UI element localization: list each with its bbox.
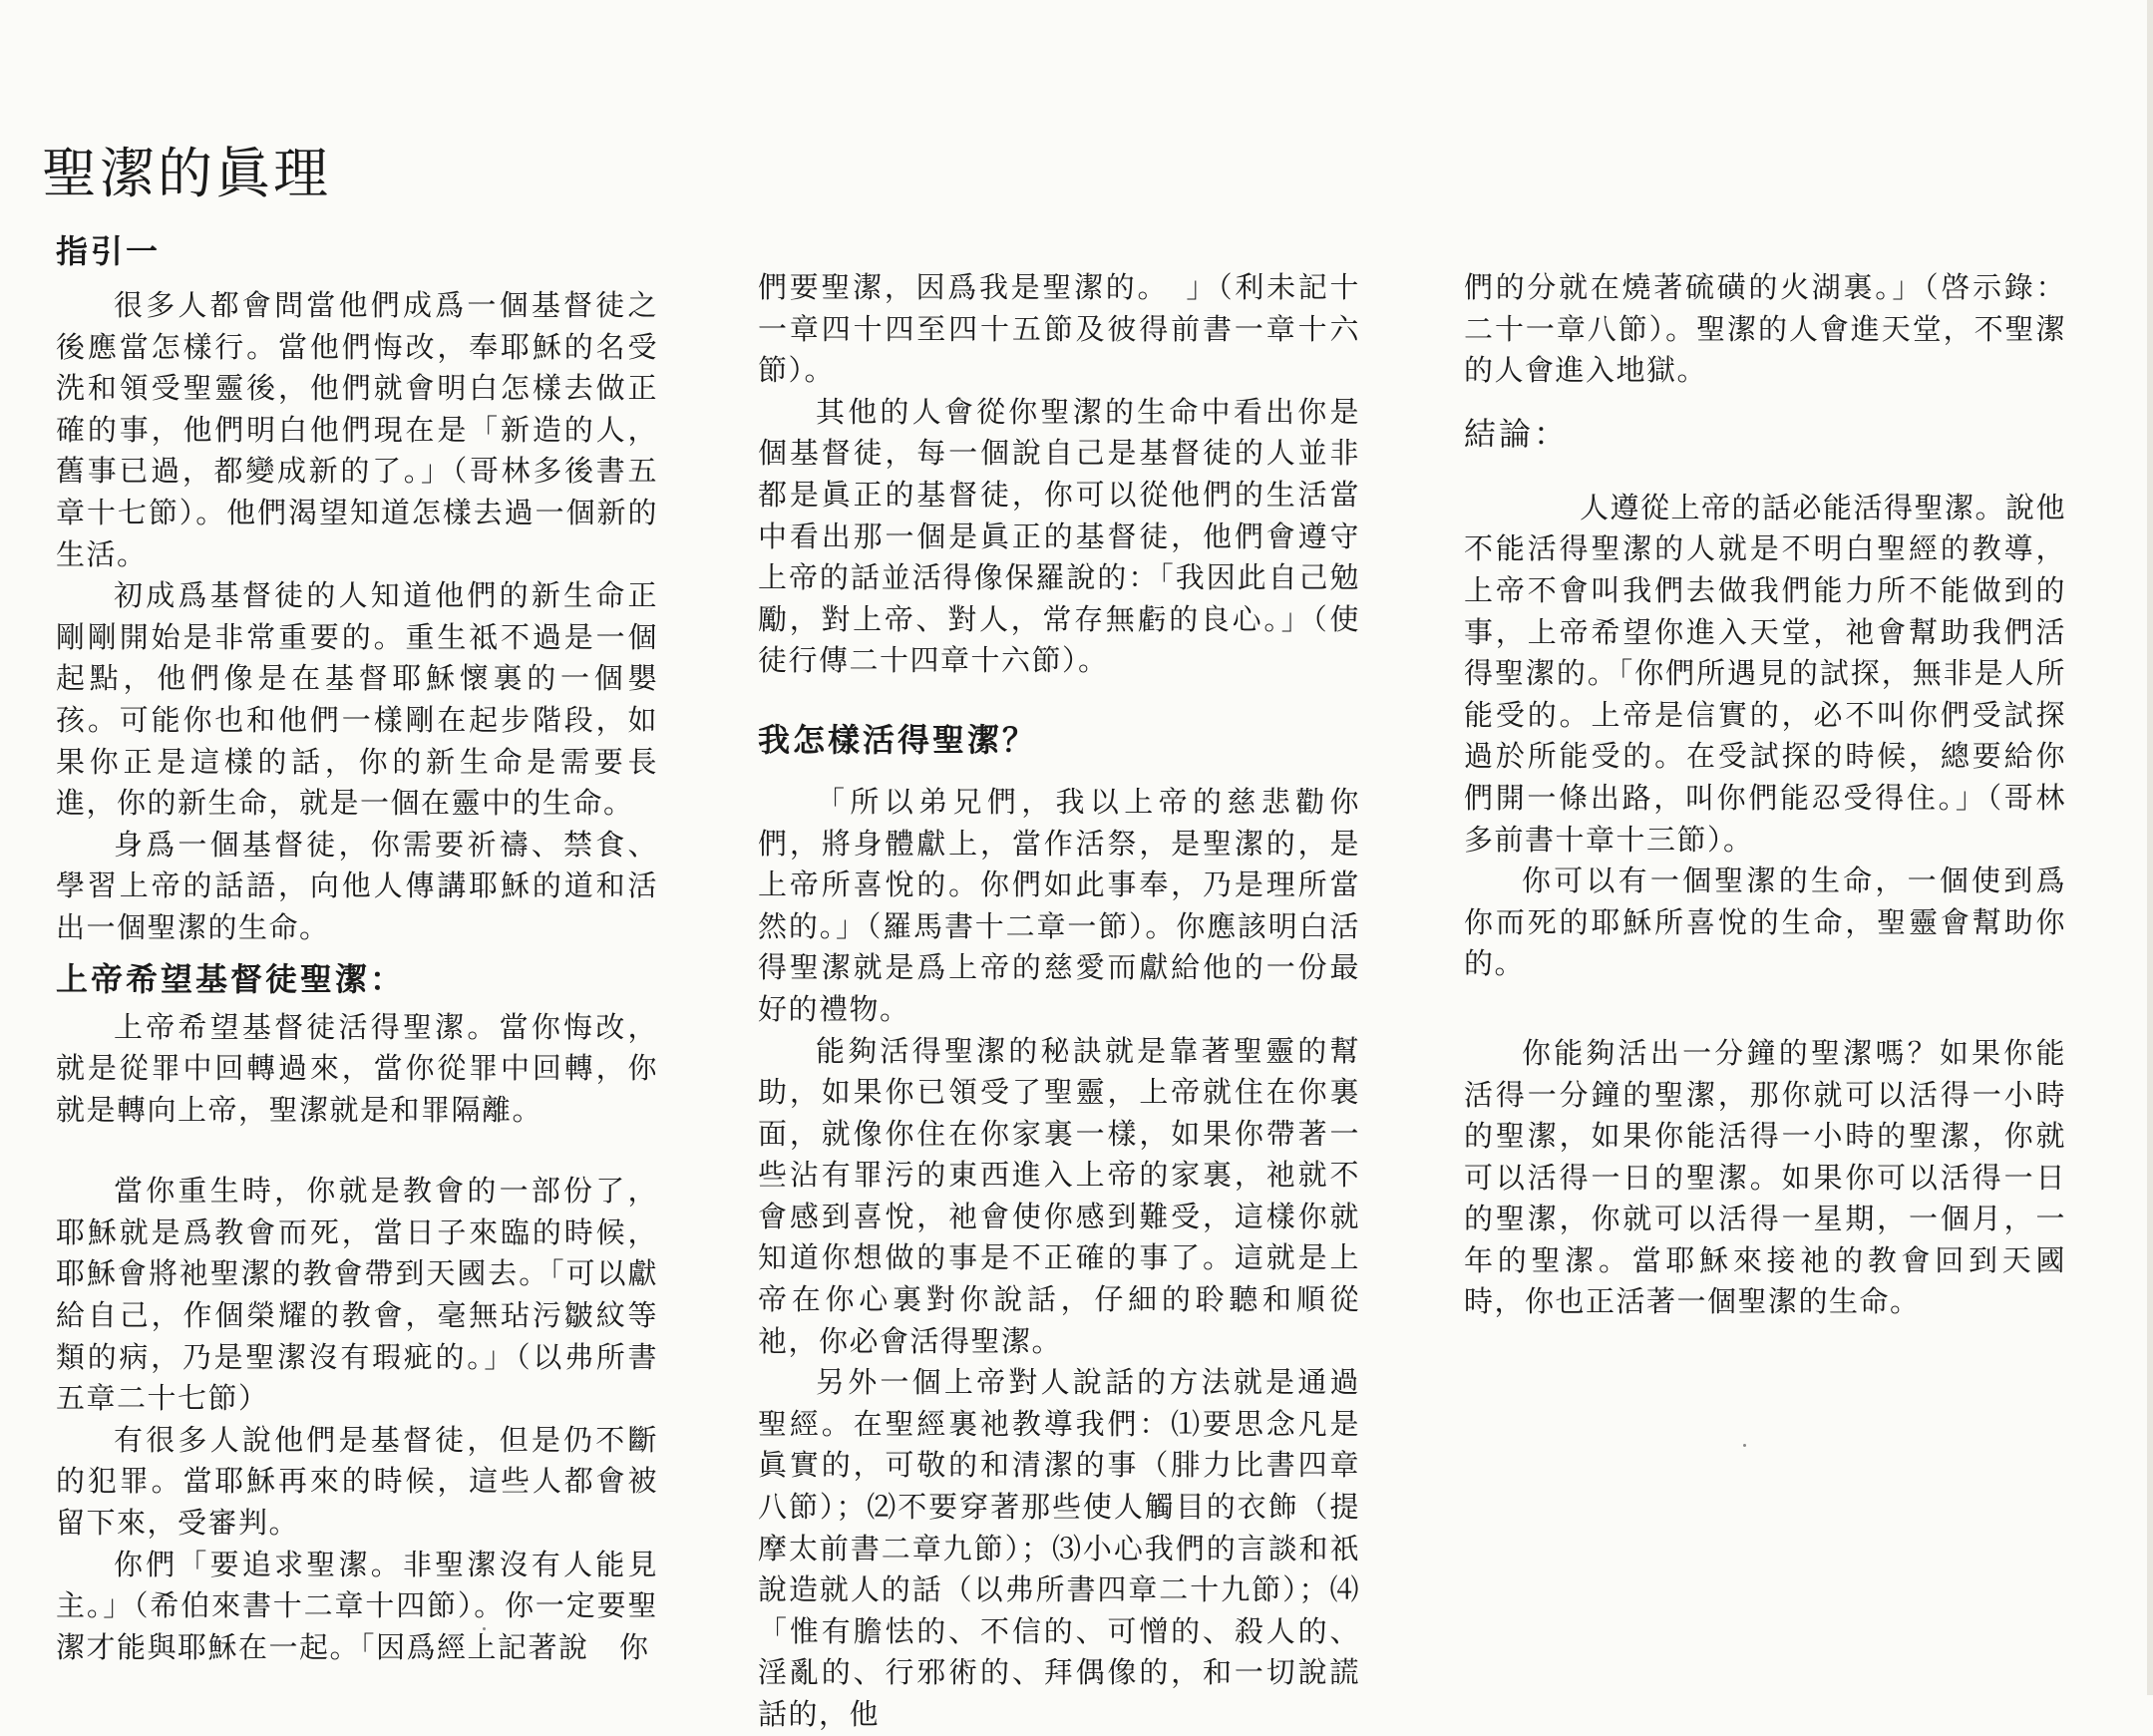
paragraph-continued: 們要聖潔，因爲我是聖潔的。 」（利未記十一章四十四至四十五節及彼得前書一章十六節）。 [758, 270, 1360, 388]
paragraph: 「所以弟兄們，我以上帝的慈悲勸你們，將身體獻上，當作活祭，是聖潔的，是上帝所喜悅的。你們如此事奉，乃是理所當然的。」（羅馬書十二章一節）。你應該明白活得聖潔就是爲上帝的慈愛而獻給他的一份最好的禮物。 [758, 784, 1360, 1026]
paragraph: 能夠活得聖潔的秘訣就是靠著聖靈的幫助，如果你已領受了聖靈，上帝就住在你裏面，就像你住在你家裏一樣，如果你帶著一些沾有罪污的東西進入上帝的家裏，祂就不會感到喜悅，祂會使你感到難受，這樣你就知道你想做的事是不正確的事了。這就是上帝在你心裏對你說話，仔細的聆聽和順從祂，你必會活得聖潔。 [758, 1033, 1360, 1358]
section-heading-how-to-live-holy: 我怎樣活得聖潔？ [758, 720, 1038, 759]
paragraph: 你們「要追求聖潔。非聖潔沒有人能見主。」（希伯來書十二章十四節）。你一定要聖潔才能與耶穌在一起。「因爲經上記著說 你 [56, 1547, 658, 1664]
page-edge [2147, 0, 2153, 1695]
paper-speck [1743, 1444, 1746, 1447]
section-heading-conclusion: 結論： [1464, 414, 1570, 453]
column-1 [56, 227, 658, 1668]
column-3 [1464, 267, 2066, 1323]
paragraph: 你能夠活出一分鐘的聖潔嗎？如果你能活得一分鐘的聖潔，那你就可以活得一小時的聖潔，如果你能活得一小時的聖潔，你就可以活得一日的聖潔。如果你可以活得一日的聖潔，你就可以活得一星期，一個月，一年的聖潔。當耶穌來接祂的教會回到天國時，你也正活著一個聖潔的生命。 [1464, 1035, 2066, 1319]
paragraph: 其他的人會從你聖潔的生命中看出你是個基督徒，每一個說自己是基督徒的人並非都是眞正的基督徒，你可以從他們的生活當中看出那一個是眞正的基督徒，他們會遵守上帝的話並活得像保羅說的：「我因此自己勉勵，對上帝、對人，常存無虧的良心。」（使徒行傳二十四章十六節）。 [758, 394, 1360, 678]
paragraph: 你可以有一個聖潔的生命，一個使到爲你而死的耶穌所喜悅的生命，聖靈會幫助你的。 [1464, 864, 2066, 981]
paragraph: 人遵從上帝的話必能活得聖潔。說他不能活得聖潔的人就是不明白聖經的教導，上帝不會叫我們去做我們能力所不能做到的事，上帝希望你進入天堂，祂會幫助我們活得聖潔的。「你們所遇見的試探，無非是人所能受的。上帝是信實的，必不叫你們受試探過於所能受的。在受試探的時候，總要給你們開一條出路，叫你們能忍受得住。」（哥林多前書十章十三節）。 [1464, 490, 2067, 857]
paragraph: 有很多人說他們是基督徒，但是仍不斷的犯罪。當耶穌再來的時候，這些人都會被留下來，受審判。 [56, 1422, 658, 1541]
section-heading-god-wants-holiness: 上帝希望基督徒聖潔： [56, 959, 406, 998]
paragraph-continued: 們的分就在燒著硫磺的火湖裏。」（啓示錄：二十一章八節）。聖潔的人會進天堂，不聖潔的人會進入地獄。 [1464, 270, 2066, 388]
paragraph: 當你重生時，你就是教會的一部份了，耶穌就是爲教會而死，當日子來臨的時候，耶穌會將祂聖潔的教會帶到天國去。「可以獻給自己，作個榮耀的教會，毫無玷污皺紋等類的病，乃是聖潔沒有瑕疵的。」（以弗所書五章二十七節） [56, 1174, 658, 1416]
page-title: 聖潔的眞理 [42, 142, 332, 205]
column-2 [758, 267, 1360, 1736]
paragraph: 初成爲基督徒的人知道他們的新生命正剛剛開始是非常重要的。重生祗不過是一個起點，他們像是在基督耶穌懷裏的一個嬰孩。可能你也和他們一樣剛在起步階段，如果你正是這樣的話，你的新生命是需要長進，你的新生命，就是一個在靈中的生命。 [56, 578, 658, 821]
paragraph: 身爲一個基督徒，你需要祈禱、禁食、學習上帝的話語，向他人傳講耶穌的道和活出一個聖潔的生命。 [56, 827, 658, 944]
paper-speck [483, 1627, 486, 1630]
paragraph: 另外一個上帝對人說話的方法就是通過聖經。在聖經裏祂教導我們：⑴要思念凡是眞實的，可敬的和清潔的事（腓力比書四章八節）；⑵不要穿著那些使人觸目的衣飾（提摩太前書二章九節）；⑶小心我們的言談和祇說造就人的話（以弗所書四章二十九節）；⑷「惟有膽怯的、不信的、可憎的、殺人的、淫亂的、行邪術的、拜偶像的，和一切說謊話的，他 [758, 1365, 1360, 1731]
section-heading-guide: 指引一 [56, 232, 162, 270]
paragraph: 上帝希望基督徒活得聖潔。當你悔改，就是從罪中回轉過來，當你從罪中回轉，你就是轉向上帝，聖潔就是和罪隔離。 [56, 1009, 658, 1127]
paragraph: 很多人都會問當他們成爲一個基督徒之後應當怎樣行。當他們悔改，奉耶穌的名受洗和領受聖靈後，他們就會明白怎樣去做正確的事，他們明白他們現在是「新造的人，舊事已過，都變成新的了。」（哥林多後書五章十七節）。他們渴望知道怎樣去過一個新的生活。 [56, 288, 658, 571]
